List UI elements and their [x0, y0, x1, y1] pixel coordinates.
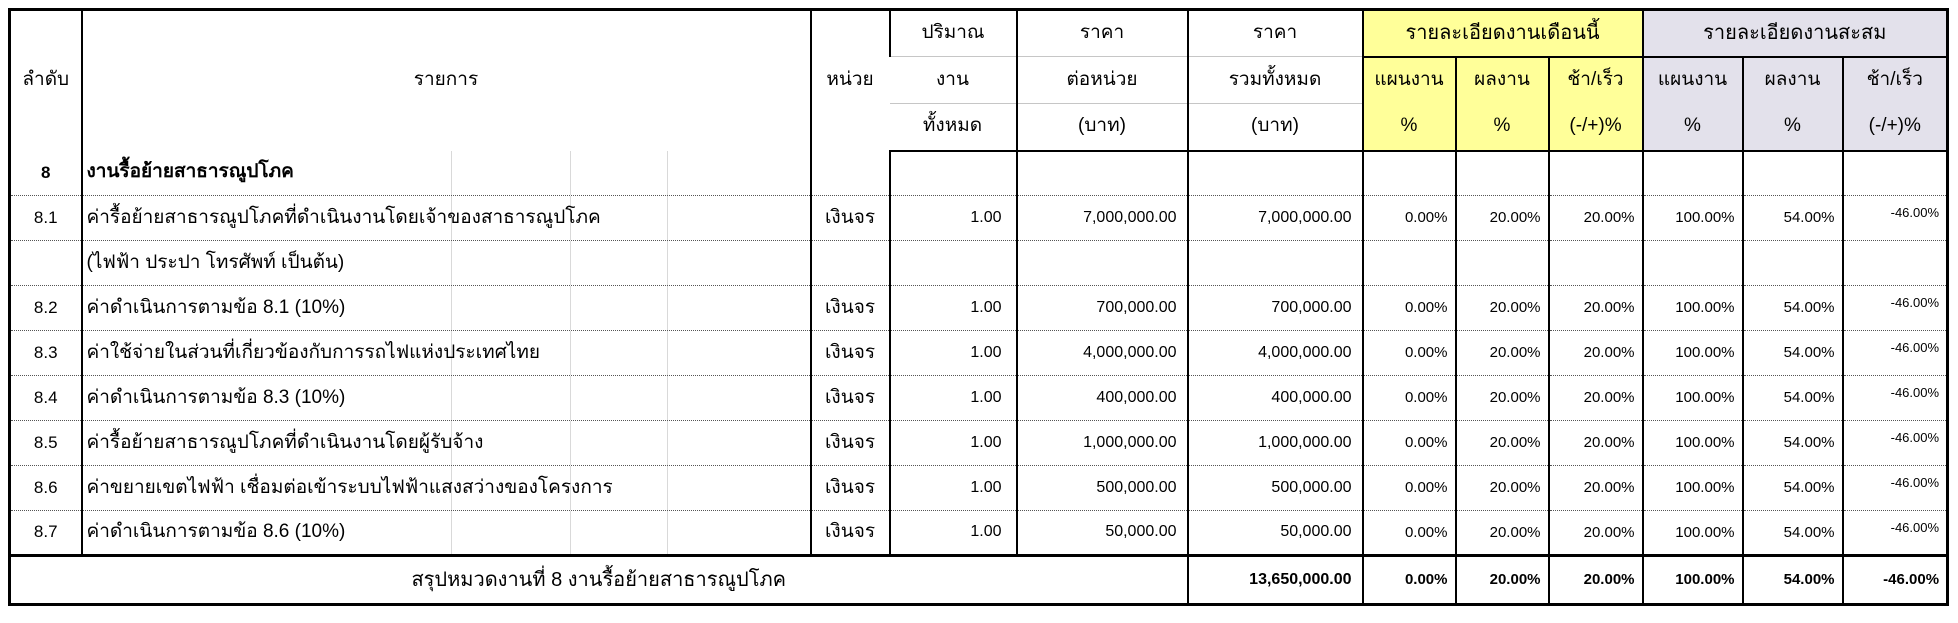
- table-row: [10, 466, 1948, 511]
- row-month-diff: 20.00%: [1549, 376, 1643, 421]
- row-description: (ไฟฟ้า ประปา โทรศัพท์ เป็นต้น): [82, 241, 811, 286]
- row-unit-price: [1017, 241, 1188, 286]
- row-cum-plan: 100.00%: [1643, 466, 1743, 511]
- header-unit: หน่วย: [811, 10, 890, 151]
- row-description: ค่าใช้จ่ายในส่วนที่เกี่ยวข้องกับการรถไฟแห่งประเทศไทย: [82, 331, 811, 376]
- row-no: 8.6: [10, 466, 82, 511]
- row-cum-plan: 100.00%: [1643, 421, 1743, 466]
- summary-cum-diff: -46.00%: [1843, 556, 1948, 605]
- row-unit: เงินจร: [811, 286, 890, 331]
- row-unit-price: 50,000.00: [1017, 511, 1188, 556]
- cost-summary-table: [8, 8, 1949, 606]
- row-unit-price: 4,000,000.00: [1017, 331, 1188, 376]
- row-month-actual: 20.00%: [1456, 196, 1549, 241]
- row-month-plan: 0.00%: [1363, 376, 1456, 421]
- row-unit: เงินจร: [811, 466, 890, 511]
- table-row: [10, 331, 1948, 376]
- summary-row: [10, 556, 1948, 605]
- summary-cum-plan: 100.00%: [1643, 556, 1743, 605]
- row-unit-price: 700,000.00: [1017, 286, 1188, 331]
- summary-month-plan: 0.00%: [1363, 556, 1456, 605]
- row-total-price: 4,000,000.00: [1188, 331, 1363, 376]
- row-quantity: [890, 241, 1017, 286]
- row-description: ค่าดำเนินการตามข้อ 8.1 (10%): [82, 286, 811, 331]
- row-no: 8.7: [10, 511, 82, 556]
- header-month-plan: แผนงาน: [1363, 57, 1456, 104]
- header-unit-price-line3: (บาท): [1017, 104, 1188, 151]
- row-total-price: [1188, 241, 1363, 286]
- row-unit: เงินจร: [811, 421, 890, 466]
- table-row: [10, 421, 1948, 466]
- header-qty-line1: ปริมาณ: [890, 10, 1017, 57]
- row-month-actual: 20.00%: [1456, 286, 1549, 331]
- row-month-plan: 0.00%: [1363, 466, 1456, 511]
- row-total-price: 400,000.00: [1188, 376, 1363, 421]
- row-quantity: 1.00: [890, 196, 1017, 241]
- summary-month-actual: 20.00%: [1456, 556, 1549, 605]
- row-no: 8: [41, 162, 51, 182]
- row-cum-plan: [1643, 151, 1743, 196]
- row-cum-actual: 54.00%: [1743, 466, 1843, 511]
- table-footer: [10, 556, 1948, 605]
- table-row: [10, 511, 1948, 556]
- row-cum-actual: 54.00%: [1743, 376, 1843, 421]
- row-unit: [811, 241, 890, 286]
- row-unit: เงินจร: [811, 511, 890, 556]
- row-month-diff: [1549, 241, 1643, 286]
- row-month-actual: 20.00%: [1456, 466, 1549, 511]
- row-description: ค่าดำเนินการตามข้อ 8.6 (10%): [82, 511, 811, 556]
- row-unit-price: 1,000,000.00: [1017, 421, 1188, 466]
- row-cum-diff: -46.00%: [1843, 466, 1948, 511]
- row-month-plan: [1363, 241, 1456, 286]
- row-unit-price: 7,000,000.00: [1017, 196, 1188, 241]
- row-cum-diff: -46.00%: [1843, 421, 1948, 466]
- table-row: [10, 196, 1948, 241]
- header-cum-plan: แผนงาน: [1643, 57, 1743, 104]
- summary-cum-actual: 54.00%: [1743, 556, 1843, 605]
- row-month-diff: 20.00%: [1549, 196, 1643, 241]
- row-no: [10, 241, 82, 286]
- row-unit-price: [1017, 151, 1188, 196]
- row-no: 8.1: [10, 196, 82, 241]
- row-month-plan: 0.00%: [1363, 196, 1456, 241]
- header-cum-diff-pct: (-/+)%: [1843, 104, 1948, 151]
- row-total-price: 50,000.00: [1188, 511, 1363, 556]
- row-cum-plan: 100.00%: [1643, 511, 1743, 556]
- row-cum-plan: 100.00%: [1643, 331, 1743, 376]
- row-unit: เงินจร: [811, 331, 890, 376]
- row-cum-diff: -46.00%: [1843, 331, 1948, 376]
- table-body: [10, 151, 1948, 556]
- row-description: งานรื้อย้ายสาธารณูปโภค: [82, 151, 811, 196]
- row-month-actual: 20.00%: [1456, 421, 1549, 466]
- row-month-actual: 20.00%: [1456, 376, 1549, 421]
- header-month-group: รายละเอียดงานเดือนนี้: [1363, 10, 1643, 57]
- row-month-plan: [1363, 151, 1456, 196]
- row-no: 8.3: [10, 331, 82, 376]
- row-total-price: 700,000.00: [1188, 286, 1363, 331]
- row-month-plan: 0.00%: [1363, 286, 1456, 331]
- row-cum-actual: 54.00%: [1743, 196, 1843, 241]
- row-cum-plan: 100.00%: [1643, 286, 1743, 331]
- summary-month-diff: 20.00%: [1549, 556, 1643, 605]
- header-month-diff-pct: (-/+)%: [1549, 104, 1643, 151]
- row-month-plan: 0.00%: [1363, 511, 1456, 556]
- row-quantity: 1.00: [890, 511, 1017, 556]
- row-cum-actual: [1743, 151, 1843, 196]
- table-header: [10, 10, 1948, 151]
- row-cum-diff: -46.00%: [1843, 196, 1948, 241]
- row-total-price: 500,000.00: [1188, 466, 1363, 511]
- row-cum-diff: -46.00%: [1843, 511, 1948, 556]
- row-cum-actual: 54.00%: [1743, 331, 1843, 376]
- row-cum-diff: -46.00%: [1843, 376, 1948, 421]
- header-no: ลำดับ: [22, 69, 70, 91]
- header-total-price-line3: (บาท): [1188, 104, 1363, 151]
- row-total-price: [1188, 151, 1363, 196]
- row-month-actual: [1456, 241, 1549, 286]
- row-unit-price: 400,000.00: [1017, 376, 1188, 421]
- summary-label: สรุปหมวดงานที่ 8 งานรื้อย้ายสาธารณูปโภค: [10, 556, 1188, 605]
- table-row: [10, 151, 1948, 196]
- row-total-price: 1,000,000.00: [1188, 421, 1363, 466]
- row-quantity: 1.00: [890, 376, 1017, 421]
- row-month-plan: 0.00%: [1363, 331, 1456, 376]
- header-month-diff: ช้า/เร็ว: [1549, 57, 1643, 104]
- row-month-actual: 20.00%: [1456, 331, 1549, 376]
- header-item: รายการ: [82, 10, 811, 151]
- header-cum-plan-pct: %: [1643, 104, 1743, 151]
- row-cum-actual: 54.00%: [1743, 286, 1843, 331]
- row-quantity: 1.00: [890, 286, 1017, 331]
- row-description: ค่าขยายเขตไฟฟ้า เชื่อมต่อเข้าระบบไฟฟ้าแสงสว่างของโครงการ: [82, 466, 811, 511]
- header-cum-diff: ช้า/เร็ว: [1843, 57, 1948, 104]
- summary-total-price: 13,650,000.00: [1188, 556, 1363, 605]
- row-cum-plan: [1643, 241, 1743, 286]
- table-row: [10, 286, 1948, 331]
- row-month-diff: 20.00%: [1549, 511, 1643, 556]
- header-qty-line2: งาน: [890, 57, 1017, 104]
- row-description: ค่ารื้อย้ายสาธารณูปโภคที่ดำเนินงานโดยเจ้าของสาธารณูปโภค: [82, 196, 811, 241]
- header-month-actual: ผลงาน: [1456, 57, 1549, 104]
- header-unit-price-line1: ราคา: [1017, 10, 1188, 57]
- header-cumulative-group: รายละเอียดงานสะสม: [1643, 10, 1948, 57]
- header-qty-line3: ทั้งหมด: [890, 104, 1017, 151]
- row-cum-plan: 100.00%: [1643, 196, 1743, 241]
- row-description: ค่าดำเนินการตามข้อ 8.3 (10%): [82, 376, 811, 421]
- header-total-price-line1: ราคา: [1188, 10, 1363, 57]
- row-no: 8.2: [10, 286, 82, 331]
- header-month-actual-pct: %: [1456, 104, 1549, 151]
- row-month-actual: 20.00%: [1456, 511, 1549, 556]
- row-no: 8.5: [10, 421, 82, 466]
- row-month-diff: [1549, 151, 1643, 196]
- table-row: [10, 241, 1948, 286]
- row-unit: เงินจร: [811, 196, 890, 241]
- row-quantity: [890, 151, 1017, 196]
- row-total-price: 7,000,000.00: [1188, 196, 1363, 241]
- row-description: ค่ารื้อย้ายสาธารณูปโภคที่ดำเนินงานโดยผู้รับจ้าง: [82, 421, 811, 466]
- row-month-diff: 20.00%: [1549, 421, 1643, 466]
- row-cum-actual: 54.00%: [1743, 511, 1843, 556]
- header-total-price-line2: รวมทั้งหมด: [1188, 57, 1363, 104]
- row-month-diff: 20.00%: [1549, 331, 1643, 376]
- table-row: [10, 376, 1948, 421]
- row-unit: [811, 151, 890, 196]
- row-cum-actual: 54.00%: [1743, 421, 1843, 466]
- header-month-plan-pct: %: [1363, 104, 1456, 151]
- row-unit-price: 500,000.00: [1017, 466, 1188, 511]
- row-cum-plan: 100.00%: [1643, 376, 1743, 421]
- row-month-plan: 0.00%: [1363, 421, 1456, 466]
- header-cum-actual-pct: %: [1743, 104, 1843, 151]
- row-month-actual: [1456, 151, 1549, 196]
- row-month-diff: 20.00%: [1549, 286, 1643, 331]
- row-unit: เงินจร: [811, 376, 890, 421]
- row-cum-diff: -46.00%: [1843, 286, 1948, 331]
- row-cum-diff: [1843, 151, 1948, 196]
- header-unit-price-line2: ต่อหน่วย: [1017, 57, 1188, 104]
- row-no: 8.4: [10, 376, 82, 421]
- row-quantity: 1.00: [890, 421, 1017, 466]
- row-cum-actual: [1743, 241, 1843, 286]
- row-quantity: 1.00: [890, 331, 1017, 376]
- row-quantity: 1.00: [890, 466, 1017, 511]
- header-cum-actual: ผลงาน: [1743, 57, 1843, 104]
- row-cum-diff: [1843, 241, 1948, 286]
- row-month-diff: 20.00%: [1549, 466, 1643, 511]
